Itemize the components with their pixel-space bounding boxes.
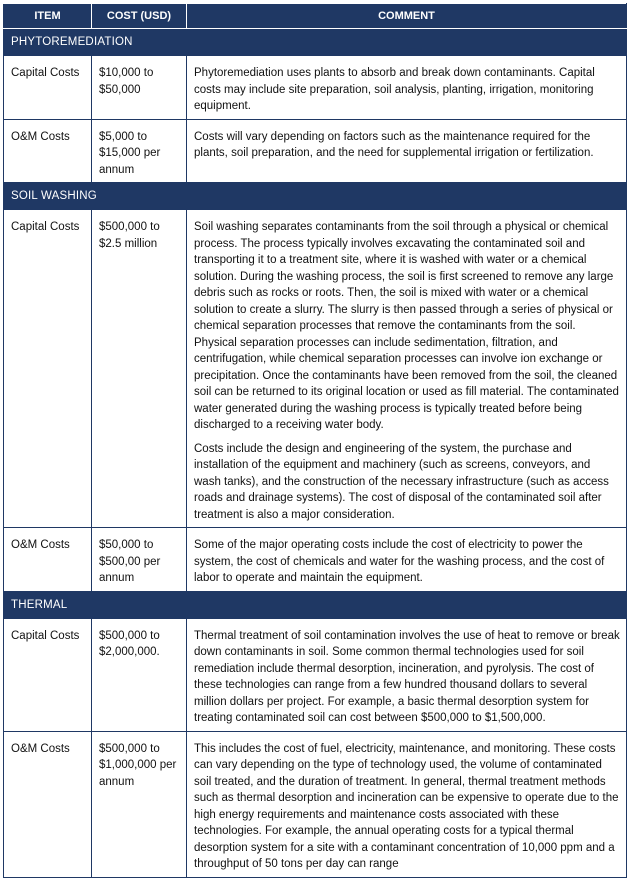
- section-row: [4, 183, 627, 210]
- section-title: THERMAL: [4, 591, 627, 618]
- item-cell: Capital Costs: [4, 618, 92, 731]
- item-cell: O&M Costs: [4, 528, 92, 592]
- table-row: [4, 618, 627, 731]
- comment-paragraph: Costs include the design and engineering of the system, the purchase and installation of the equipment and machinery (such as screens, conveyors, and wash tanks), and the construction of the necessary infrastructure (such as access roads and drainage systems). The cost of disposal of the contaminated soil after treatment is also a major consideration.: [194, 442, 609, 521]
- table-row: [4, 731, 627, 877]
- section-row: [4, 591, 627, 618]
- cost-cell: $500,000 to $2,000,000.: [92, 618, 187, 731]
- section-title: SOIL WASHING: [4, 183, 627, 210]
- comment-paragraph: Costs will vary depending on factors such as the maintenance required for the plants, soil preparation, and the need for supplemental irrigation or fertilization.: [194, 130, 594, 159]
- item-cell: O&M Costs: [4, 119, 92, 183]
- item-cell: Capital Costs: [4, 210, 92, 528]
- cost-cell: $10,000 to $50,000: [92, 56, 187, 120]
- comment-cell: [187, 618, 627, 731]
- section-row: [4, 29, 627, 56]
- cost-cell: $5,000 to $15,000 per annum: [92, 119, 187, 183]
- table-row: [4, 210, 627, 528]
- table-row: [4, 56, 627, 120]
- table-body: [4, 29, 627, 878]
- comment-cell: [187, 210, 627, 528]
- comment-paragraph: Some of the major operating costs include the cost of electricity to power the system, the cost of chemicals and water for the washing process, and the cost of labor to operate and maintain the equipment.: [194, 539, 605, 584]
- header-item: ITEM: [4, 4, 92, 29]
- table-row: [4, 528, 627, 592]
- comment-paragraph: Soil washing separates contaminants from the soil through a physical or chemical process. The process typically involves excavating the contaminated soil and transporting it to a treatment site, where it is washed with water or a chemical solution. During the washing process, the soil is first screened to remove any large debris such as rocks or roots. Then, the soil is mixed with water or a chemical solution to create a slurry. The slurry is then passed through a series of physical or chemical separation processes that remove the contaminants from the soil. Physical separation processes can include sedimentation, filtration, and centrifugation, while chemical separation processes can involve ion exchange or precipitation. Once the contaminants have been removed from the soil, the cleaned soil can be returned to its original location or used as fill material. The contaminated water generated during the washing process is typically treated before being discharged to a receiving water body.: [194, 221, 619, 431]
- cost-cell: $500,000 to $1,000,000 per annum: [92, 731, 187, 877]
- section-title: PHYTOREMEDIATION: [4, 29, 627, 56]
- header-cost: COST (USD): [92, 4, 187, 29]
- item-cell: Capital Costs: [4, 56, 92, 120]
- item-cell: O&M Costs: [4, 731, 92, 877]
- cost-table: [3, 3, 627, 878]
- comment-cell: [187, 731, 627, 877]
- comment-cell: [187, 56, 627, 120]
- cost-cell: $500,000 to $2.5 million: [92, 210, 187, 528]
- comment-cell: [187, 528, 627, 592]
- table-row: [4, 119, 627, 183]
- comment-paragraph: Thermal treatment of soil contamination involves the use of heat to remove or break down contaminants in soil. Some common thermal technologies used for soil remediation include thermal desorption, incineration, and pyrolysis. The cost of these technologies can range from a few hundred thousand dollars to several million dollars per project. For example, a basic thermal desorption system for treating contaminated soil can cost between $500,000 to $1,500,000.: [194, 629, 620, 724]
- header-row: [4, 4, 627, 29]
- comment-paragraph: Phytoremediation uses plants to absorb and break down contaminants. Capital costs may include site preparation, soil analysis, planting, irrigation, monitoring equipment.: [194, 67, 595, 112]
- comment-paragraph: This includes the cost of fuel, electricity, maintenance, and monitoring. These costs can vary depending on the type of technology used, the volume of contaminated soil treated, and the duration of treatment. In general, thermal treatment methods such as thermal desorption and incineration can be expensive to operate due to the high energy requirements and maintenance costs associated with these technologies. For example, the annual operating costs for a typical thermal desorption system for a site with a contaminant concentration of 10,000 ppm and a throughput of 50 tons per day can range: [194, 742, 619, 870]
- comment-cell: [187, 119, 627, 183]
- cost-cell: $50,000 to $500,00 per annum: [92, 528, 187, 592]
- header-comment: COMMENT: [187, 4, 627, 29]
